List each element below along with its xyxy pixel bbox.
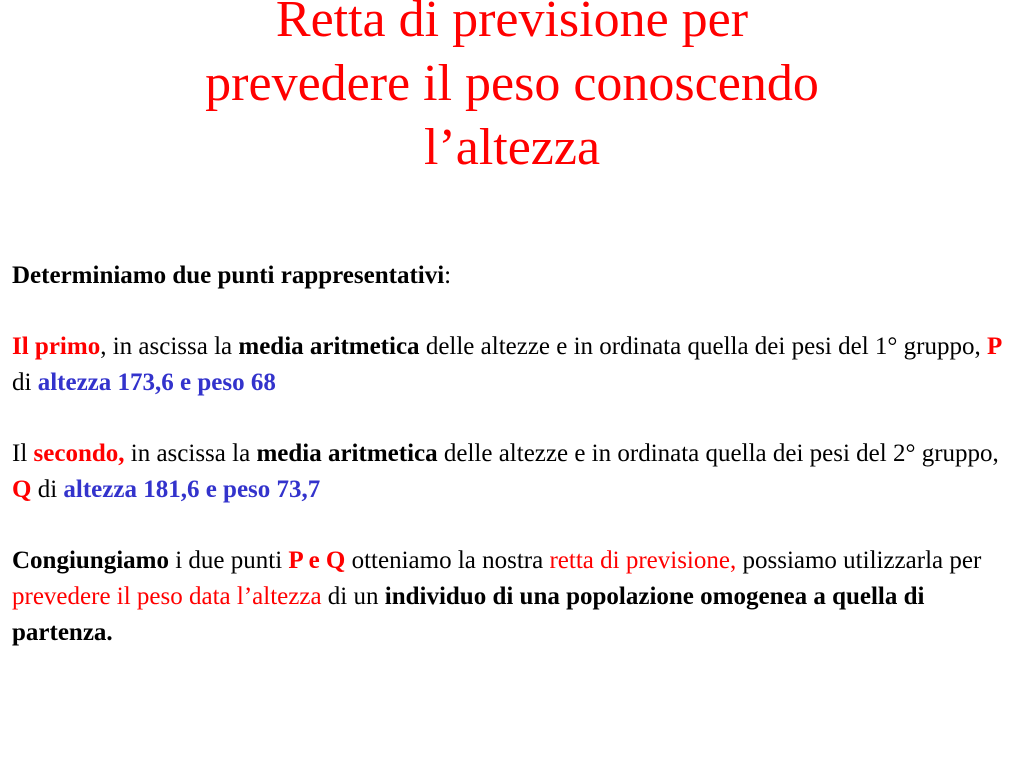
conclusion-text-2: otteniamo la nostra	[345, 547, 550, 574]
point-q-label: Q	[12, 476, 32, 503]
intro-bold-text: Determiniamo due punti rappresentativi	[12, 262, 445, 289]
point-q-values: altezza 181,6 e peso 73,7	[63, 476, 321, 503]
conclusion-red-retta: retta di previsione,	[549, 547, 737, 574]
conclusion-bold-individuo: individuo di una popolazione omogenea a quella di partenza.	[12, 583, 925, 646]
secondo-text-3: di	[31, 476, 64, 503]
title-line-3: l’altezza	[423, 119, 601, 176]
secondo-text-2: delle altezze e in ordinata quella dei pesi del 2° gruppo,	[437, 440, 999, 467]
conclusion-text-1: i due punti	[168, 547, 289, 574]
conclusion-paragraph	[12, 543, 1017, 651]
secondo-bold-media: media aritmetica	[256, 440, 438, 467]
intro-colon: :	[444, 262, 452, 289]
point-p-values: altezza 173,6 e peso 68	[37, 369, 276, 396]
secondo-prefix: Il	[12, 440, 34, 467]
title-line-1: Retta di previsione per	[275, 0, 749, 48]
primo-text-3: di	[12, 369, 38, 396]
primo-bold-media: media aritmetica	[238, 333, 420, 360]
primo-paragraph	[12, 329, 1017, 401]
primo-text-2: delle altezze e in ordinata quella dei pesi del 1° gruppo,	[419, 333, 987, 360]
conclusion-points: P e Q	[288, 547, 346, 574]
primo-text-1: , in ascissa la	[100, 333, 239, 360]
slide-body	[12, 258, 1017, 686]
title-line-2: prevedere il peso conoscendo	[205, 55, 819, 112]
slide-title	[0, 0, 1024, 180]
conclusion-bold-verb: Congiungiamo	[12, 547, 169, 574]
point-p-label: P	[986, 333, 1003, 360]
secondo-text-1: in ascissa la	[124, 440, 257, 467]
primo-label: Il primo	[12, 333, 101, 360]
conclusion-text-4: di un	[321, 583, 385, 610]
conclusion-red-prevedere: prevedere il peso data l’altezza	[12, 583, 322, 610]
intro-paragraph	[12, 258, 1017, 294]
secondo-label: secondo,	[33, 440, 125, 467]
conclusion-text-3: possiamo utilizzarla per	[736, 547, 982, 574]
secondo-paragraph	[12, 436, 1017, 508]
